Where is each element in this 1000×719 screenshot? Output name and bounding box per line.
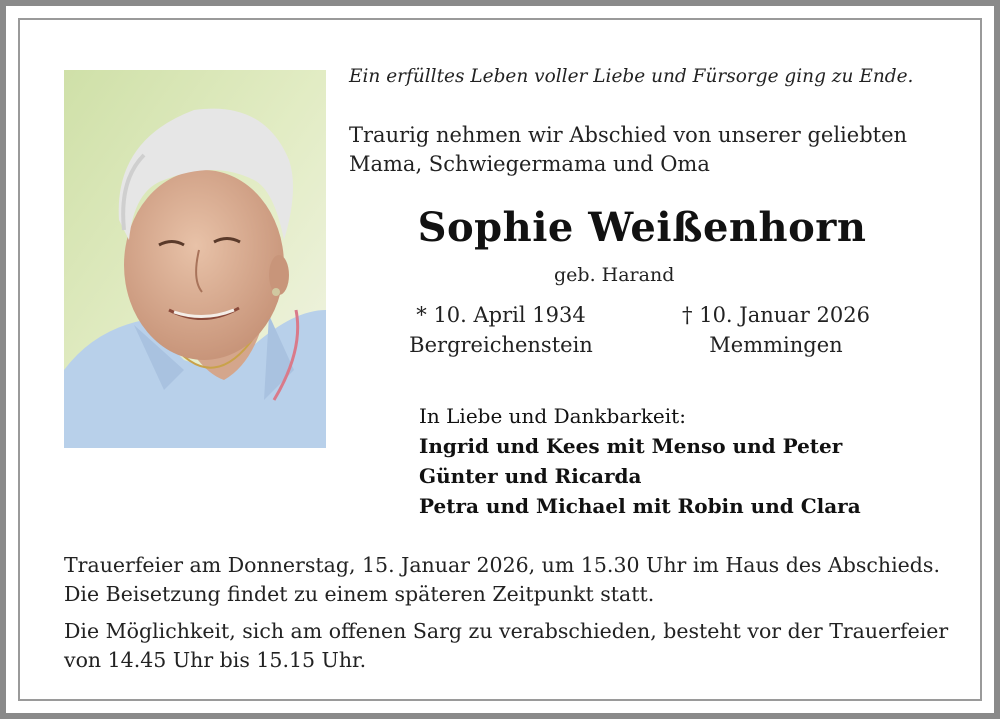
death-place: Memmingen <box>709 333 843 357</box>
death-date: † 10. Januar 2026 <box>682 303 870 327</box>
birth-date: * 10. April 1934 <box>416 303 586 327</box>
deceased-name: Sophie Weißenhorn <box>417 204 867 251</box>
mourner-entry: Ingrid und Kees mit Menso und Peter <box>419 434 843 458</box>
ceremony-text: Trauerfeier am Donnerstag, 15. Januar 2026, um 15.30 Uhr im Haus des Abschieds. Die Beisetzung findet zu einem späteren Zeitpunkt statt. <box>64 553 940 606</box>
mourners-heading: In Liebe und Dankbarkeit: <box>419 404 686 428</box>
mourner-entry: Petra und Michael mit Robin und Clara <box>419 494 861 518</box>
intro-text <box>349 121 969 179</box>
obituary-card <box>6 6 994 713</box>
viewing-text: Die Möglichkeit, sich am offenen Sarg zu verabschieden, besteht vor der Trauerfeier von 14.45 Uhr bis 15.15 Uhr. <box>64 619 949 672</box>
maiden-name: geb. Harand <box>554 264 675 286</box>
death-info <box>661 300 891 360</box>
birth-place: Bergreichenstein <box>409 333 593 357</box>
motto-text: Ein erfülltes Leben voller Liebe und Fürsorge ging zu Ende. <box>349 66 914 87</box>
birth-info <box>396 300 606 360</box>
portrait-photo <box>64 70 326 448</box>
intro-line-2: Mama, Schwiegermama und Oma <box>349 152 710 176</box>
mourners-list <box>419 401 861 521</box>
intro-line-1: Traurig nehmen wir Abschied von unserer geliebten <box>349 123 908 147</box>
ceremony-notes <box>64 551 954 683</box>
mourner-entry: Günter und Ricarda <box>419 464 642 488</box>
